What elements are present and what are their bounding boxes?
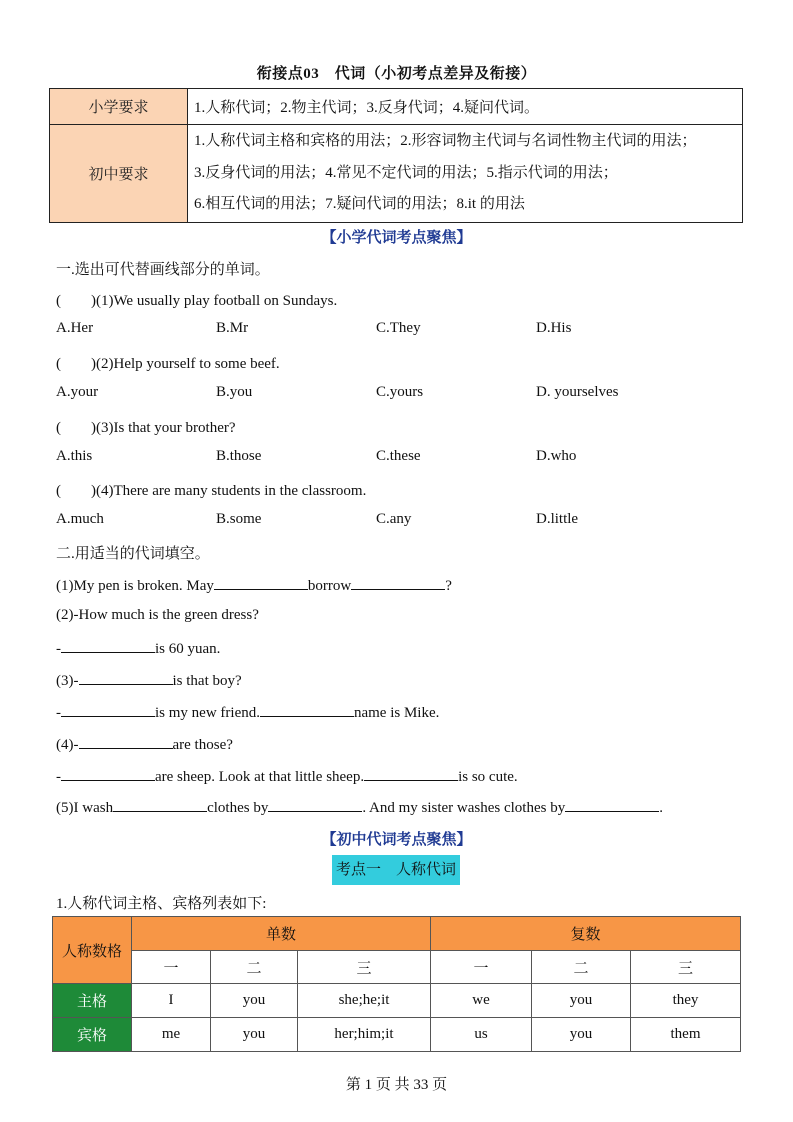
option: C.these: [376, 448, 421, 464]
table-cell: us: [431, 1018, 532, 1052]
person-header: 一: [431, 951, 532, 984]
table-cell: you: [532, 1018, 631, 1052]
fill-question: [56, 702, 439, 722]
fill-text: (4)-: [56, 737, 79, 753]
part1-heading: 一.选出可代替画线部分的单词。: [56, 262, 270, 278]
option: D.who: [536, 448, 577, 464]
fill-text: borrow: [307, 578, 352, 594]
fill-question: [56, 575, 452, 595]
question-stem: ( )(4)There are many students in the classroom.: [56, 483, 367, 499]
table-cell: you: [532, 984, 631, 1018]
option: A.much: [56, 511, 104, 527]
table-row: [53, 984, 741, 1018]
question-stem: ( )(2)Help yourself to some beef.: [56, 356, 280, 372]
singular-header: 单数: [132, 917, 431, 951]
middle-requirement-line: 6.相互代词的用法；7.疑问代词的用法；8.it 的用法: [194, 196, 525, 212]
middle-requirement-line: 1.人称代词主格和宾格的用法；2.形容词物主代词与名词性物主代词的用法；: [194, 133, 697, 149]
answer-blank[interactable]: [61, 638, 155, 653]
table-corner-header: 人称数格: [53, 917, 132, 984]
part2-heading: 二.用适当的代词填空。: [56, 546, 210, 562]
fill-text: (3)-: [56, 673, 79, 689]
option: A.your: [56, 384, 99, 400]
table-cell: me: [132, 1018, 211, 1052]
fill-text: is 60 yuan.: [155, 641, 221, 657]
answer-blank[interactable]: [268, 797, 362, 812]
table-cell: she;he;it: [298, 984, 431, 1018]
fill-text: (1)My pen is broken. May: [56, 578, 214, 594]
table-cell: them: [631, 1018, 741, 1052]
fill-text: are sheep. Look at that little sheep.: [155, 769, 365, 785]
option: A.Her: [56, 320, 94, 336]
middle-requirement-label: 初中要求: [50, 125, 188, 223]
answer-blank[interactable]: [364, 766, 458, 781]
fill-text: .: [659, 800, 663, 816]
table-cell: we: [431, 984, 532, 1018]
option: D.His: [536, 320, 572, 336]
table-cell: you: [211, 1018, 298, 1052]
option: D. yourselves: [536, 384, 619, 400]
fill-text: is that boy?: [172, 673, 242, 689]
middle-requirement-line: 3.反身代词的用法；4.常见不定代词的用法；5.指示代词的用法；: [194, 164, 618, 181]
option: C.any: [376, 511, 412, 527]
option: B.Mr: [216, 320, 249, 336]
section-title-middle: 【初中代词考点聚焦】: [321, 832, 472, 848]
option: B.you: [216, 384, 253, 400]
table-cell: I: [132, 984, 211, 1018]
answer-blank[interactable]: [61, 702, 155, 717]
answer-blank[interactable]: [351, 575, 445, 590]
fill-question: [56, 797, 663, 817]
option: A.this: [56, 448, 93, 464]
plural-header: 复数: [431, 917, 741, 951]
fill-question: [56, 734, 233, 754]
question-stem: ( )(3)Is that your brother?: [56, 420, 236, 436]
case-label: 主格: [53, 984, 132, 1018]
answer-blank[interactable]: [79, 734, 173, 749]
fill-text: is so cute.: [458, 769, 518, 785]
fill-text: -: [56, 769, 61, 785]
fill-text: -: [56, 641, 61, 657]
fill-text: are those?: [172, 737, 233, 753]
table-intro: 1.人称代词主格、宾格列表如下:: [56, 896, 267, 912]
fill-text: ?: [445, 578, 452, 594]
page-footer: 第 1 页 共 33 页: [345, 1077, 448, 1093]
requirements-table: [49, 88, 743, 223]
middle-requirement-text: [188, 125, 743, 223]
fill-text: -: [56, 705, 61, 721]
page-title: 衔接点03 代词（小初考点差异及衔接）: [256, 66, 537, 82]
option: C.yours: [376, 384, 424, 400]
keypoint-heading: 考点一 人称代词: [332, 855, 460, 885]
fill-text: is my new friend.: [155, 705, 260, 721]
fill-text: name is Mike.: [353, 705, 440, 721]
answer-blank[interactable]: [565, 797, 659, 812]
pronoun-table: [52, 916, 741, 1052]
option: C.They: [376, 320, 421, 336]
primary-requirement-label: 小学要求: [50, 89, 188, 125]
fill-text: clothes by: [207, 800, 269, 816]
fill-question: [56, 766, 518, 786]
fill-text: . And my sister washes clothes by: [362, 800, 566, 816]
option: B.those: [216, 448, 262, 464]
person-header: 三: [298, 951, 431, 984]
answer-blank[interactable]: [260, 702, 354, 717]
answer-blank[interactable]: [113, 797, 207, 812]
question-stem: ( )(1)We usually play football on Sundays.: [56, 293, 338, 309]
person-header: 二: [532, 951, 631, 984]
table-cell: they: [631, 984, 741, 1018]
fill-text: (5)I wash: [56, 800, 114, 816]
person-header: 一: [132, 951, 211, 984]
fill-question: [56, 638, 220, 658]
answer-blank[interactable]: [79, 670, 173, 685]
option: D.little: [536, 511, 579, 527]
table-cell: her;him;it: [298, 1018, 431, 1052]
fill-question: (2)-How much is the green dress?: [56, 607, 259, 623]
person-header: 三: [631, 951, 741, 984]
person-header: 二: [211, 951, 298, 984]
answer-blank[interactable]: [214, 575, 308, 590]
primary-requirement-text: 1.人称代词；2.物主代词；3.反身代词；4.疑问代词。: [188, 89, 743, 125]
table-cell: you: [211, 984, 298, 1018]
fill-question: [56, 670, 242, 690]
option: B.some: [216, 511, 262, 527]
table-row: [53, 1018, 741, 1052]
case-label: 宾格: [53, 1018, 132, 1052]
section-title-primary: 【小学代词考点聚焦】: [321, 230, 472, 246]
answer-blank[interactable]: [61, 766, 155, 781]
